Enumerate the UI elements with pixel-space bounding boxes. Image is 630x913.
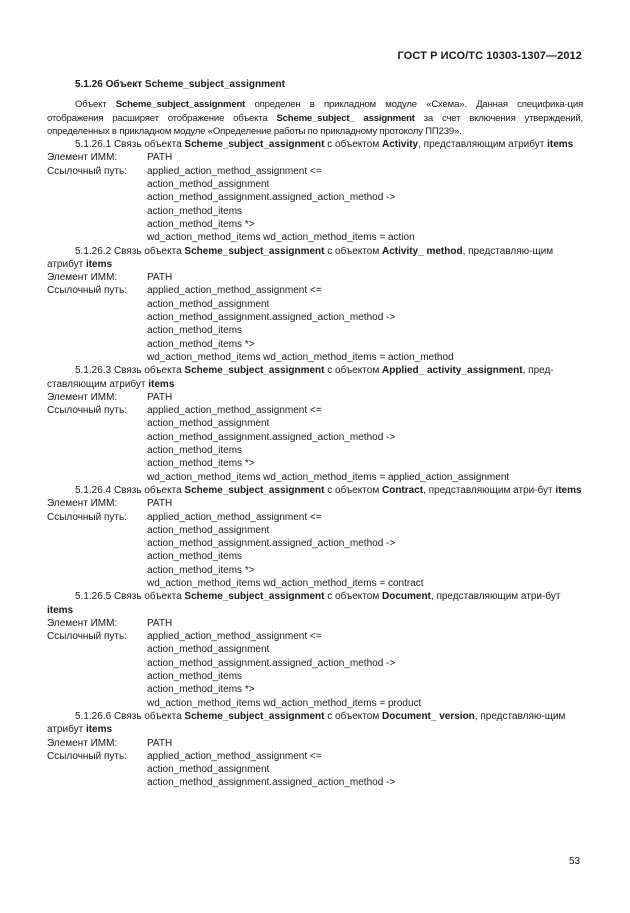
heading-run: , пред-ставляющим атрибут (47, 365, 554, 390)
element-value: PATH (147, 737, 173, 749)
heading-run: Связь объекта (113, 139, 185, 151)
intro-run: Scheme_subject_assignment (115, 99, 246, 111)
subsection-heading (47, 138, 583, 151)
element-value: PATH (147, 152, 173, 164)
heading-run: , представляю-щим атрибут (47, 245, 554, 270)
element-label: Элемент ИММ: (47, 391, 118, 403)
ref-path-continuation (47, 298, 583, 364)
heading-run: с объектом (324, 484, 382, 496)
subsection-number: 5.1.26.1 (75, 139, 112, 151)
subsection-heading (47, 710, 583, 737)
ref-path-label: Ссылочный путь: (47, 750, 127, 762)
heading-run: Связь объекта (113, 245, 185, 257)
subsection-heading (47, 245, 583, 272)
element-label: Элемент ИММ: (47, 617, 118, 629)
ref-path-line: action_method_assignment.assigned_action_method -> (147, 538, 396, 550)
document-body (47, 78, 583, 790)
element-row (47, 151, 583, 164)
ref-path-line: applied_action_method_assignment <= (147, 165, 322, 177)
ref-path-line: action_method_assignment.assigned_action_method -> (147, 192, 396, 204)
subsection-heading (47, 484, 583, 497)
ref-path-line: action_method_items *> (147, 684, 255, 696)
ref-path-row (47, 750, 583, 763)
heading-run: , представляю-щим атрибут (47, 710, 566, 736)
heading-run: Activity (381, 139, 419, 151)
ref-path-line: applied_action_method_assignment <= (147, 285, 322, 297)
subsection (47, 710, 583, 790)
section-title: 5.1.26 Объект Scheme_subject_assignment (75, 79, 285, 90)
element-row (47, 617, 583, 630)
ref-path-line: wd_action_method_items wd_action_method_items = product (147, 697, 422, 709)
element-label: Элемент ИММ: (47, 737, 118, 749)
ref-path-line: wd_action_method_items wd_action_method_items = action (147, 232, 415, 244)
subsection-number: 5.1.26.2 (75, 245, 112, 257)
ref-path-line: applied_action_method_assignment <= (147, 631, 322, 643)
ref-path-continuation (47, 178, 583, 244)
heading-run: Связь объекта (113, 591, 185, 603)
subsection-number: 5.1.26.4 (75, 484, 112, 496)
heading-run: Связь объекта (113, 365, 185, 377)
ref-path-line: applied_action_method_assignment <= (147, 511, 322, 523)
heading-run: с объектом (324, 365, 382, 377)
ref-path-label: Ссылочный путь: (47, 405, 127, 417)
heading-run: с объектом (324, 591, 382, 603)
heading-run: с объектом (324, 245, 382, 257)
intro-run: за счет включения утверждений, определенных в прикладном модуле «Определение работы по прикладному протоколу ПП239». (47, 112, 583, 137)
heading-run: items (555, 484, 582, 496)
subsection (47, 364, 583, 484)
intro-run: Scheme_subject_ assignment (276, 112, 415, 124)
heading-run: , представляющим атрибут (418, 139, 548, 151)
heading-run: items (148, 378, 175, 390)
ref-path-continuation (47, 524, 583, 590)
section-intro (47, 98, 583, 138)
element-label: Элемент ИММ: (47, 152, 118, 164)
ref-path-line: action_method_items *> (147, 338, 255, 350)
ref-path-line: action_method_assignment.assigned_action_method -> (147, 431, 396, 443)
heading-run: с объектом (324, 710, 382, 722)
subsection-number: 5.1.26.3 (75, 365, 112, 377)
ref-path-row (47, 404, 583, 417)
heading-run: Scheme_subject_assignment (184, 245, 325, 257)
heading-run: Contract (381, 484, 424, 496)
element-value: PATH (147, 391, 173, 403)
heading-run: Document_ version (381, 710, 475, 722)
heading-run: Scheme_subject_assignment (184, 710, 325, 722)
subsection (47, 590, 583, 710)
element-label: Элемент ИММ: (47, 498, 118, 510)
heading-run: , представляющим атри-бут (423, 484, 556, 496)
element-row (47, 737, 583, 750)
subsection-number: 5.1.26.5 (75, 591, 112, 603)
ref-path-line: action_method_items (147, 325, 243, 337)
ref-path-line: action_method_assignment (147, 298, 270, 310)
ref-path-line: wd_action_method_items wd_action_method_items = applied_action_assignment (147, 471, 510, 483)
ref-path-line: applied_action_method_assignment <= (147, 405, 322, 417)
ref-path-line: action_method_items *> (147, 458, 255, 470)
ref-path-label: Ссылочный путь: (47, 631, 127, 643)
ref-path-line: action_method_items (147, 551, 243, 563)
heading-run: , представляющим атри-бут (430, 591, 561, 603)
ref-path-line: action_method_items *> (147, 564, 255, 576)
subsection (47, 245, 583, 365)
element-value: PATH (147, 617, 173, 629)
heading-run: Scheme_subject_assignment (184, 591, 325, 603)
ref-path-line: action_method_assignment (147, 644, 270, 656)
ref-path-line: action_method_assignment (147, 179, 270, 191)
element-row (47, 271, 583, 284)
ref-path-line: action_method_items *> (147, 218, 255, 230)
ref-path-line: action_method_assignment (147, 764, 270, 776)
subsection-heading (47, 590, 583, 617)
ref-path-line: action_method_assignment (147, 418, 270, 430)
intro-run: Объект (75, 99, 116, 111)
ref-path-line: wd_action_method_items wd_action_method_items = contract (147, 577, 424, 589)
ref-path-line: action_method_assignment (147, 524, 270, 536)
heading-run: с объектом (324, 139, 382, 151)
ref-path-line: action_method_assignment.assigned_action_method -> (147, 312, 396, 324)
heading-run: Document (381, 591, 431, 603)
heading-run: items (47, 604, 74, 616)
heading-run: Scheme_subject_assignment (184, 484, 325, 496)
ref-path-label: Ссылочный путь: (47, 165, 127, 177)
ref-path-label: Ссылочный путь: (47, 511, 127, 523)
ref-path-line: action_method_items (147, 671, 243, 683)
heading-run: Applied_ activity_assignment (381, 365, 523, 377)
heading-run: Activity_ method (381, 245, 463, 257)
ref-path-label: Ссылочный путь: (47, 285, 127, 297)
element-value: PATH (147, 498, 173, 510)
heading-run: Scheme_subject_assignment (184, 139, 325, 151)
element-row (47, 391, 583, 404)
ref-path-row (47, 511, 583, 524)
ref-path-line: action_method_items (147, 445, 243, 457)
heading-run: Связь объекта (113, 710, 185, 722)
heading-run: items (85, 258, 113, 270)
page-number: 53 (569, 856, 581, 867)
subsection-list (47, 138, 583, 790)
ref-path-line: applied_action_method_assignment <= (147, 750, 322, 762)
ref-path-continuation (47, 417, 583, 483)
heading-run: items (547, 139, 574, 151)
element-value: PATH (147, 272, 173, 284)
ref-path-line: action_method_items (147, 205, 243, 217)
heading-run: Связь объекта (113, 484, 185, 496)
ref-path-continuation (47, 643, 583, 709)
ref-path-row (47, 284, 583, 297)
ref-path-line: action_method_assignment.assigned_action_method -> (147, 657, 396, 669)
ref-path-row (47, 630, 583, 643)
heading-run: Scheme_subject_assignment (184, 365, 325, 377)
subsection-heading (47, 364, 583, 391)
subsection (47, 484, 583, 590)
intro-run: определен в прикладном модуле «Схема». Данная специфика-ция отображения расширяет отображение объекта (47, 99, 583, 124)
ref-path-line: action_method_assignment.assigned_action_method -> (147, 777, 396, 789)
subsection (47, 138, 583, 244)
element-row (47, 497, 583, 510)
ref-path-row (47, 165, 583, 178)
ref-path-line: wd_action_method_items wd_action_method_items = action_method (147, 351, 454, 363)
ref-path-continuation (47, 763, 583, 790)
heading-run: items (85, 724, 113, 736)
element-label: Элемент ИММ: (47, 272, 118, 284)
document-header: ГОСТ Р ИСО/ТС 10303-1307—2012 (397, 50, 582, 62)
subsection-number: 5.1.26.6 (75, 710, 112, 722)
